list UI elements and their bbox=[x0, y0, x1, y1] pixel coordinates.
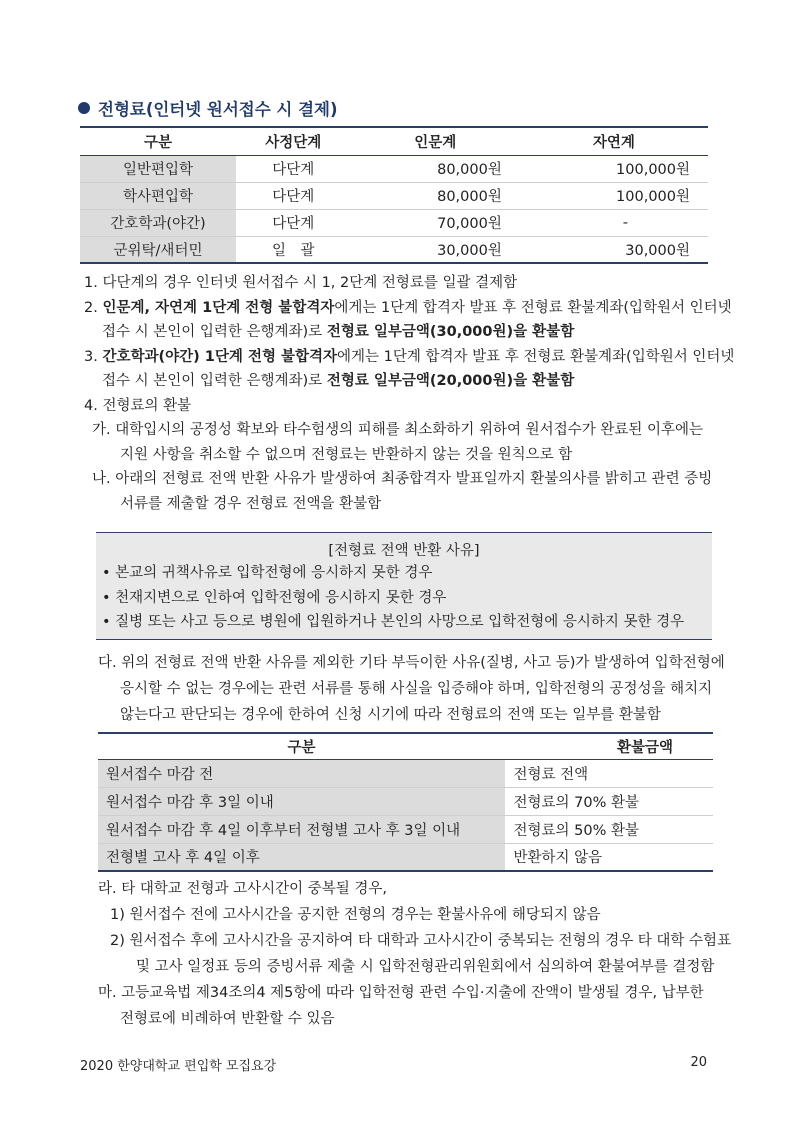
table-cell: 30,000원 bbox=[351, 236, 520, 263]
note-4-ga: 가. 대학입시의 공정성 확보와 타수험생의 피해를 최소화하기 위하여 원서접수가 완료된 이후에는 bbox=[92, 422, 703, 438]
ra-sub-2: 2) 원서접수 후에 고사시간을 공지하여 타 대학과 고사시간이 중복되는 전형의 경우 타 대학 수험표 bbox=[110, 933, 732, 949]
list-item: • 천재지변으로 인하여 입학전형에 응시하지 못한 경우 bbox=[102, 589, 447, 606]
note-2-cont bbox=[84, 320, 724, 345]
table-cell: 전형별 고사 후 4일 이후 bbox=[98, 843, 505, 871]
table-row bbox=[98, 843, 713, 871]
table-cell: 다단계 bbox=[236, 155, 351, 182]
ra-line: 라. 타 대학교 전형과 고사시간이 중복될 경우, bbox=[98, 881, 387, 897]
note-number: 2. bbox=[84, 299, 103, 316]
note-da bbox=[98, 650, 728, 728]
box-title: [전형료 전액 반환 사유] bbox=[328, 543, 480, 559]
da-line: 않는다고 판단되는 경우에 한하여 신청 시기에 따라 전형료의 전액 또는 일부를 환불함 bbox=[120, 707, 661, 723]
note-4-na-cont: 서류를 제출할 경우 전형료 전액을 환불함 bbox=[120, 495, 382, 512]
note-emphasis: 전형료 일부금액(30,000원)을 환불함 bbox=[326, 324, 575, 340]
table-cell: 반환하지 않음 bbox=[505, 843, 713, 871]
table-row bbox=[98, 759, 713, 787]
note-emphasis: 인문계, 자연계 1단계 전형 불합격자 bbox=[102, 299, 335, 316]
ra-sub-2-cont: 및 고사 일정표 등의 증빙서류 제출 시 입학전형관리위원회에서 심의하여 환불여부를 결정함 bbox=[136, 959, 715, 975]
header-category: 구분 bbox=[80, 127, 236, 155]
note-number: 3. bbox=[84, 348, 103, 365]
bullet-icon bbox=[78, 102, 90, 114]
table-cell: - bbox=[520, 209, 708, 236]
section-title bbox=[78, 96, 338, 120]
header-stage: 사정단계 bbox=[236, 127, 351, 155]
note-text: 접수 시 본인이 입력한 은행계좌)로 bbox=[102, 373, 327, 389]
note-text: 접수 시 본인이 입력한 은행계좌)로 bbox=[102, 324, 327, 340]
fee-table bbox=[80, 126, 708, 264]
table-cell: 전형료 전액 bbox=[505, 759, 713, 787]
table-cell: 원서접수 마감 후 4일 이후부터 전형별 고사 후 3일 이내 bbox=[98, 815, 505, 843]
table-cell: 원서접수 마감 후 3일 이내 bbox=[98, 787, 505, 815]
table-cell: 전형료의 70% 환불 bbox=[505, 787, 713, 815]
table-cell: 다단계 bbox=[236, 182, 351, 209]
refund-schedule-table bbox=[98, 732, 713, 872]
section-title-text: 전형료(인터넷 원서접수 시 결제) bbox=[98, 100, 338, 119]
table-cell: 30,000원 bbox=[520, 236, 708, 263]
refund-table-header bbox=[98, 733, 713, 759]
notes-list bbox=[84, 271, 735, 516]
table-cell: 군위탁/새터민 bbox=[80, 236, 236, 263]
ma-line-cont: 전형료에 비례하여 반환할 수 있음 bbox=[120, 1011, 335, 1027]
table-cell: 전형료의 50% 환불 bbox=[505, 815, 713, 843]
da-line: 다. 위의 전형료 전액 반환 사유를 제외한 기타 부득이한 사유(질병, 사고 등)가 발생하여 입학전형에 bbox=[98, 655, 725, 671]
note-1: 1. 다단계의 경우 인터넷 원서접수 시 1, 2단계 전형료를 일괄 결제함 bbox=[84, 275, 518, 291]
table-cell: 일 괄 bbox=[236, 236, 351, 263]
table-cell: 100,000원 bbox=[520, 155, 708, 182]
table-row bbox=[98, 815, 713, 843]
table-cell: 일반편입학 bbox=[80, 155, 236, 182]
note-text: 에게는 1단계 합격자 발표 후 전형료 환불계좌(입학원서 인터넷 bbox=[337, 348, 735, 365]
notes-ra-ma bbox=[98, 876, 738, 1032]
note-emphasis: 전형료 일부금액(20,000원)을 환불함 bbox=[326, 373, 575, 389]
header-humanities: 인문계 bbox=[351, 127, 520, 155]
table-cell: 간호학과(야간) bbox=[80, 209, 236, 236]
table-cell: 80,000원 bbox=[351, 155, 520, 182]
table-cell: 학사편입학 bbox=[80, 182, 236, 209]
table-row bbox=[80, 209, 708, 236]
table-row bbox=[80, 236, 708, 263]
note-3-cont bbox=[84, 369, 724, 394]
da-line: 응시할 수 없는 경우에는 관련 서류를 통해 사실을 입증해야 하며, 입학전형의 공정성을 해치지 bbox=[120, 681, 713, 697]
note-4-ga-cont: 지원 사항을 취소할 수 없으며 전형료는 반환하지 않는 것을 원칙으로 함 bbox=[120, 446, 573, 463]
full-refund-reasons-box bbox=[96, 532, 712, 640]
list-item: • 본교의 귀책사유로 입학전형에 응시하지 못한 경우 bbox=[102, 565, 433, 581]
ra-sub-1: 1) 원서접수 전에 고사시간을 공지한 전형의 경우는 환불사유에 해당되지 않음 bbox=[110, 907, 601, 923]
footer-title: 2020 한양대학교 편입학 모집요강 bbox=[80, 1059, 277, 1074]
note-4: 4. 전형료의 환불 bbox=[84, 397, 192, 414]
list-item: • 질병 또는 사고 등으로 병원에 입원하거나 본인의 사망으로 입학전형에 응시하지 못한 경우 bbox=[102, 614, 685, 630]
note-emphasis: 간호학과(야간) 1단계 전형 불합격자 bbox=[102, 348, 338, 365]
table-cell: 70,000원 bbox=[351, 209, 520, 236]
page-number: 20 bbox=[690, 1055, 707, 1070]
note-2 bbox=[84, 296, 732, 321]
note-text: 에게는 1단계 합격자 발표 후 전형료 환불계좌(입학원서 인터넷 bbox=[334, 299, 732, 316]
table-cell: 다단계 bbox=[236, 209, 351, 236]
header-refund-amount: 환불금액 bbox=[505, 733, 713, 759]
note-4-na: 나. 아래의 전형료 전액 반환 사유가 발생하여 최종합격자 발표일까지 환불의사를 밝히고 관련 증빙 bbox=[92, 471, 713, 487]
note-3 bbox=[84, 345, 735, 370]
table-row bbox=[80, 182, 708, 209]
fee-table-header bbox=[80, 127, 708, 155]
table-row bbox=[80, 155, 708, 182]
table-cell: 원서접수 마감 전 bbox=[98, 759, 505, 787]
table-row bbox=[98, 787, 713, 815]
header-sciences: 자연계 bbox=[520, 127, 708, 155]
table-cell: 100,000원 bbox=[520, 182, 708, 209]
ma-line: 마. 고등교육법 제34조의4 제5항에 따라 입학전형 관련 수입·지출에 잔액이 발생될 경우, 납부한 bbox=[98, 985, 704, 1001]
table-cell: 80,000원 bbox=[351, 182, 520, 209]
header-condition: 구분 bbox=[98, 733, 505, 759]
